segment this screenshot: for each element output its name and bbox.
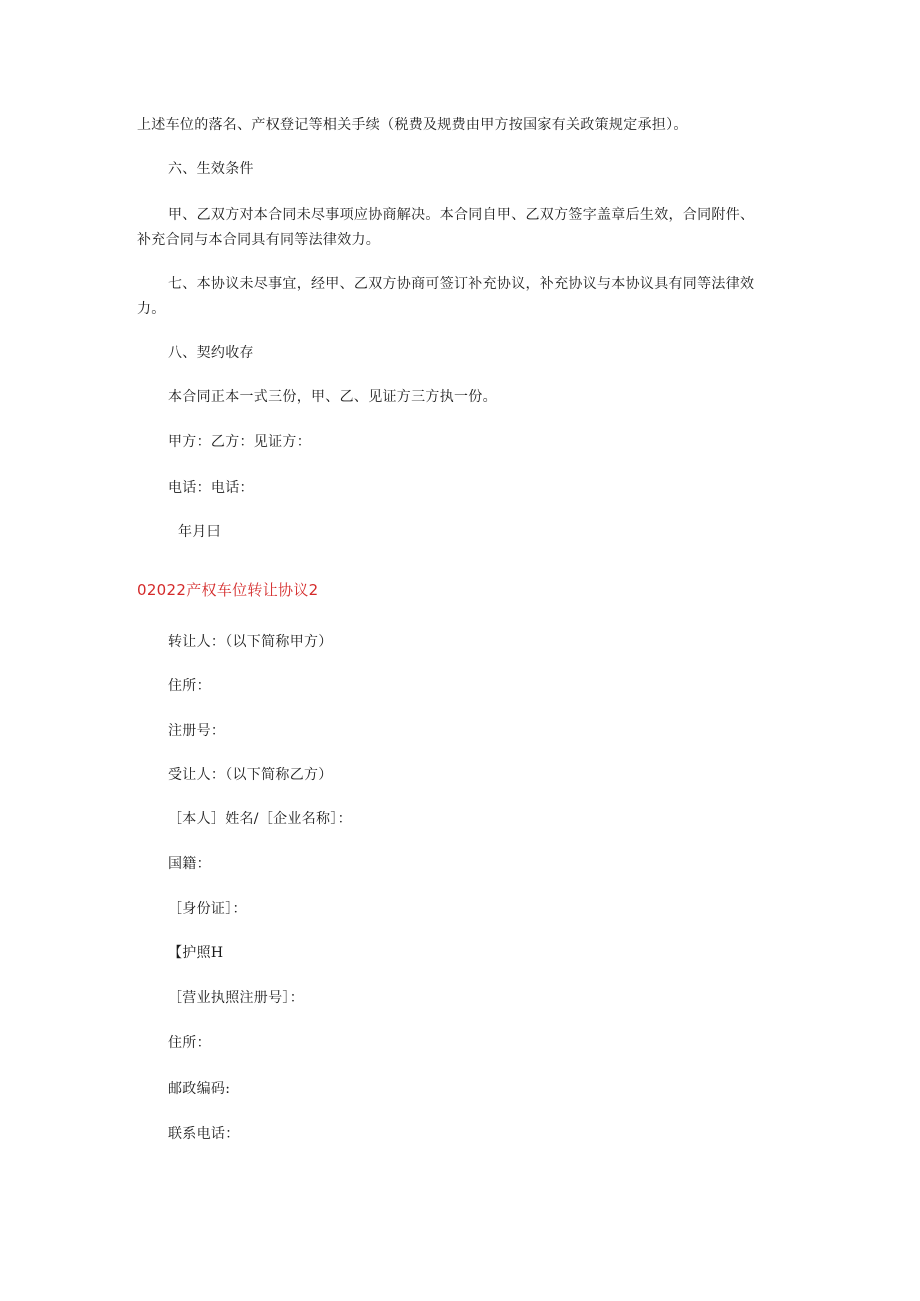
transferee-postcode: 邮政编码: bbox=[168, 1081, 231, 1097]
transferee-id-card: ［身份证］： bbox=[168, 901, 247, 917]
signature-parties: 甲方：乙方：见证方： bbox=[168, 434, 311, 450]
agreement-2-heading: 02022产权车位转让协议2 bbox=[137, 581, 319, 599]
signature-phones: 电话：电话： bbox=[168, 480, 254, 496]
transferee-line: 受让人：（以下简称乙方） bbox=[168, 767, 333, 783]
transferee-nationality: 国籍： bbox=[168, 856, 211, 872]
section-7-line-1: 七、本协议未尽事宜，经甲、乙双方协商可签订补充协议，补充协议与本协议具有同等法律效 bbox=[168, 276, 755, 292]
transferor-line: 转让人：（以下简称甲方） bbox=[168, 634, 333, 650]
section-6-title: 六、生效条件 bbox=[168, 161, 254, 177]
section-7-line-2: 力。 bbox=[137, 301, 166, 317]
transferee-business-license: ［营业执照注册号］： bbox=[168, 990, 304, 1006]
section-8-body: 本合同正本一式三份，甲、乙、见证方三方执一份。 bbox=[168, 389, 497, 405]
transferee-passport: 【护照H bbox=[168, 945, 224, 961]
transferee-phone: 联系电话： bbox=[168, 1126, 240, 1142]
section-6-body-line-1: 甲、乙双方对本合同未尽事项应协商解决。本合同自甲、乙双方签字盖章后生效，合同附件、 bbox=[168, 207, 755, 223]
transferee-name: ［本人］姓名/［企业名称］： bbox=[168, 811, 352, 827]
transferor-address: 住所： bbox=[168, 678, 211, 694]
signature-date: 年月曰 bbox=[178, 524, 221, 540]
transferee-address: 住所： bbox=[168, 1035, 211, 1051]
paragraph-registration: 上述车位的落名、产权登记等相关手续（税费及规费由甲方按国家有关政策规定承担）。 bbox=[137, 117, 688, 133]
section-6-body-line-2: 补充合同与本合同具有同等法律效力。 bbox=[137, 232, 381, 248]
registration-number: 注册号： bbox=[168, 723, 226, 739]
section-8-title: 八、契约收存 bbox=[168, 345, 254, 361]
